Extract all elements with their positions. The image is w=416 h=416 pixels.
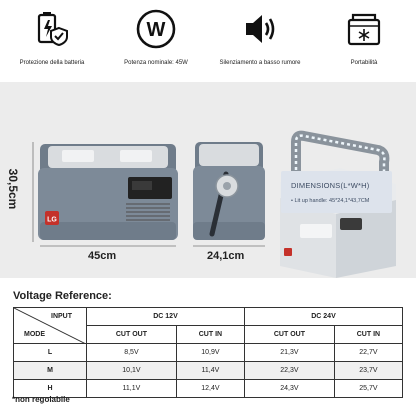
- feature-row: [0, 0, 416, 82]
- input-mode-header: [14, 308, 87, 344]
- table-row: [14, 362, 403, 380]
- voltage-reference-title: Voltage Reference:: [13, 290, 112, 302]
- feature-label: Protezione della batteria: [19, 60, 85, 66]
- dimensions-title: DIMENSIONS(L*W*H): [291, 181, 370, 190]
- subheader-cut-in: CUT IN: [176, 326, 244, 344]
- table-row: [14, 344, 403, 362]
- value-cell: 10,9V: [176, 344, 244, 362]
- value-cell: 12,4V: [176, 380, 244, 398]
- battery-shield-icon: [29, 0, 75, 58]
- dimensions-box: [281, 171, 392, 213]
- subheader-cut-out: CUT OUT: [244, 326, 334, 344]
- mode-label: MODE: [24, 331, 45, 338]
- handle-dimensions: • Lit up handle: 45*24,1*43,7CM: [291, 198, 370, 204]
- watt-letter: W: [146, 19, 166, 41]
- subheader-cut-out: CUT OUT: [87, 326, 177, 344]
- value-cell: 23,7V: [334, 362, 402, 380]
- value-cell: 24,3V: [244, 380, 334, 398]
- subheader-cut-in: CUT IN: [334, 326, 402, 344]
- group-dc12v: DC 12V: [87, 308, 245, 326]
- feature-portable: [312, 0, 416, 82]
- value-cell: 11,4V: [176, 362, 244, 380]
- feature-label: Silenziamento a basso rumore: [219, 60, 301, 66]
- group-dc24v: DC 24V: [244, 308, 402, 326]
- feature-power: [104, 0, 208, 82]
- table-row: [14, 380, 403, 398]
- mode-cell: L: [14, 344, 87, 362]
- feature-noise: [208, 0, 312, 82]
- length-label: 45cm: [88, 250, 117, 262]
- height-label: 30,5cm: [6, 168, 20, 210]
- value-cell: 8,5V: [87, 344, 177, 362]
- value-cell: 10,1V: [87, 362, 177, 380]
- feature-battery: [0, 0, 104, 82]
- value-cell: 22,3V: [244, 362, 334, 380]
- cooler-front-view: [38, 144, 178, 240]
- footnote: *non regolabile: [12, 395, 70, 404]
- width-label: 24,1cm: [207, 250, 245, 262]
- value-cell: 22,7V: [334, 344, 402, 362]
- cooler-side-view: [193, 142, 265, 240]
- watt-icon: [133, 0, 179, 58]
- brand-logo: LG: [47, 216, 57, 224]
- diagonal-divider: [14, 308, 86, 344]
- value-cell: 21,3V: [244, 344, 334, 362]
- speaker-low-noise-icon: [237, 0, 283, 58]
- mode-cell: H: [14, 380, 87, 398]
- product-photo-panel: [0, 82, 416, 278]
- feature-label: Potenza nominale: 45W: [124, 60, 188, 66]
- voltage-table: [13, 307, 403, 398]
- value-cell: 25,7V: [334, 380, 402, 398]
- value-cell: 11,1V: [87, 380, 177, 398]
- feature-label: Portabilità: [350, 60, 378, 66]
- input-label: INPUT: [51, 313, 72, 320]
- mode-cell: M: [14, 362, 87, 380]
- portable-cooler-icon: [341, 0, 387, 58]
